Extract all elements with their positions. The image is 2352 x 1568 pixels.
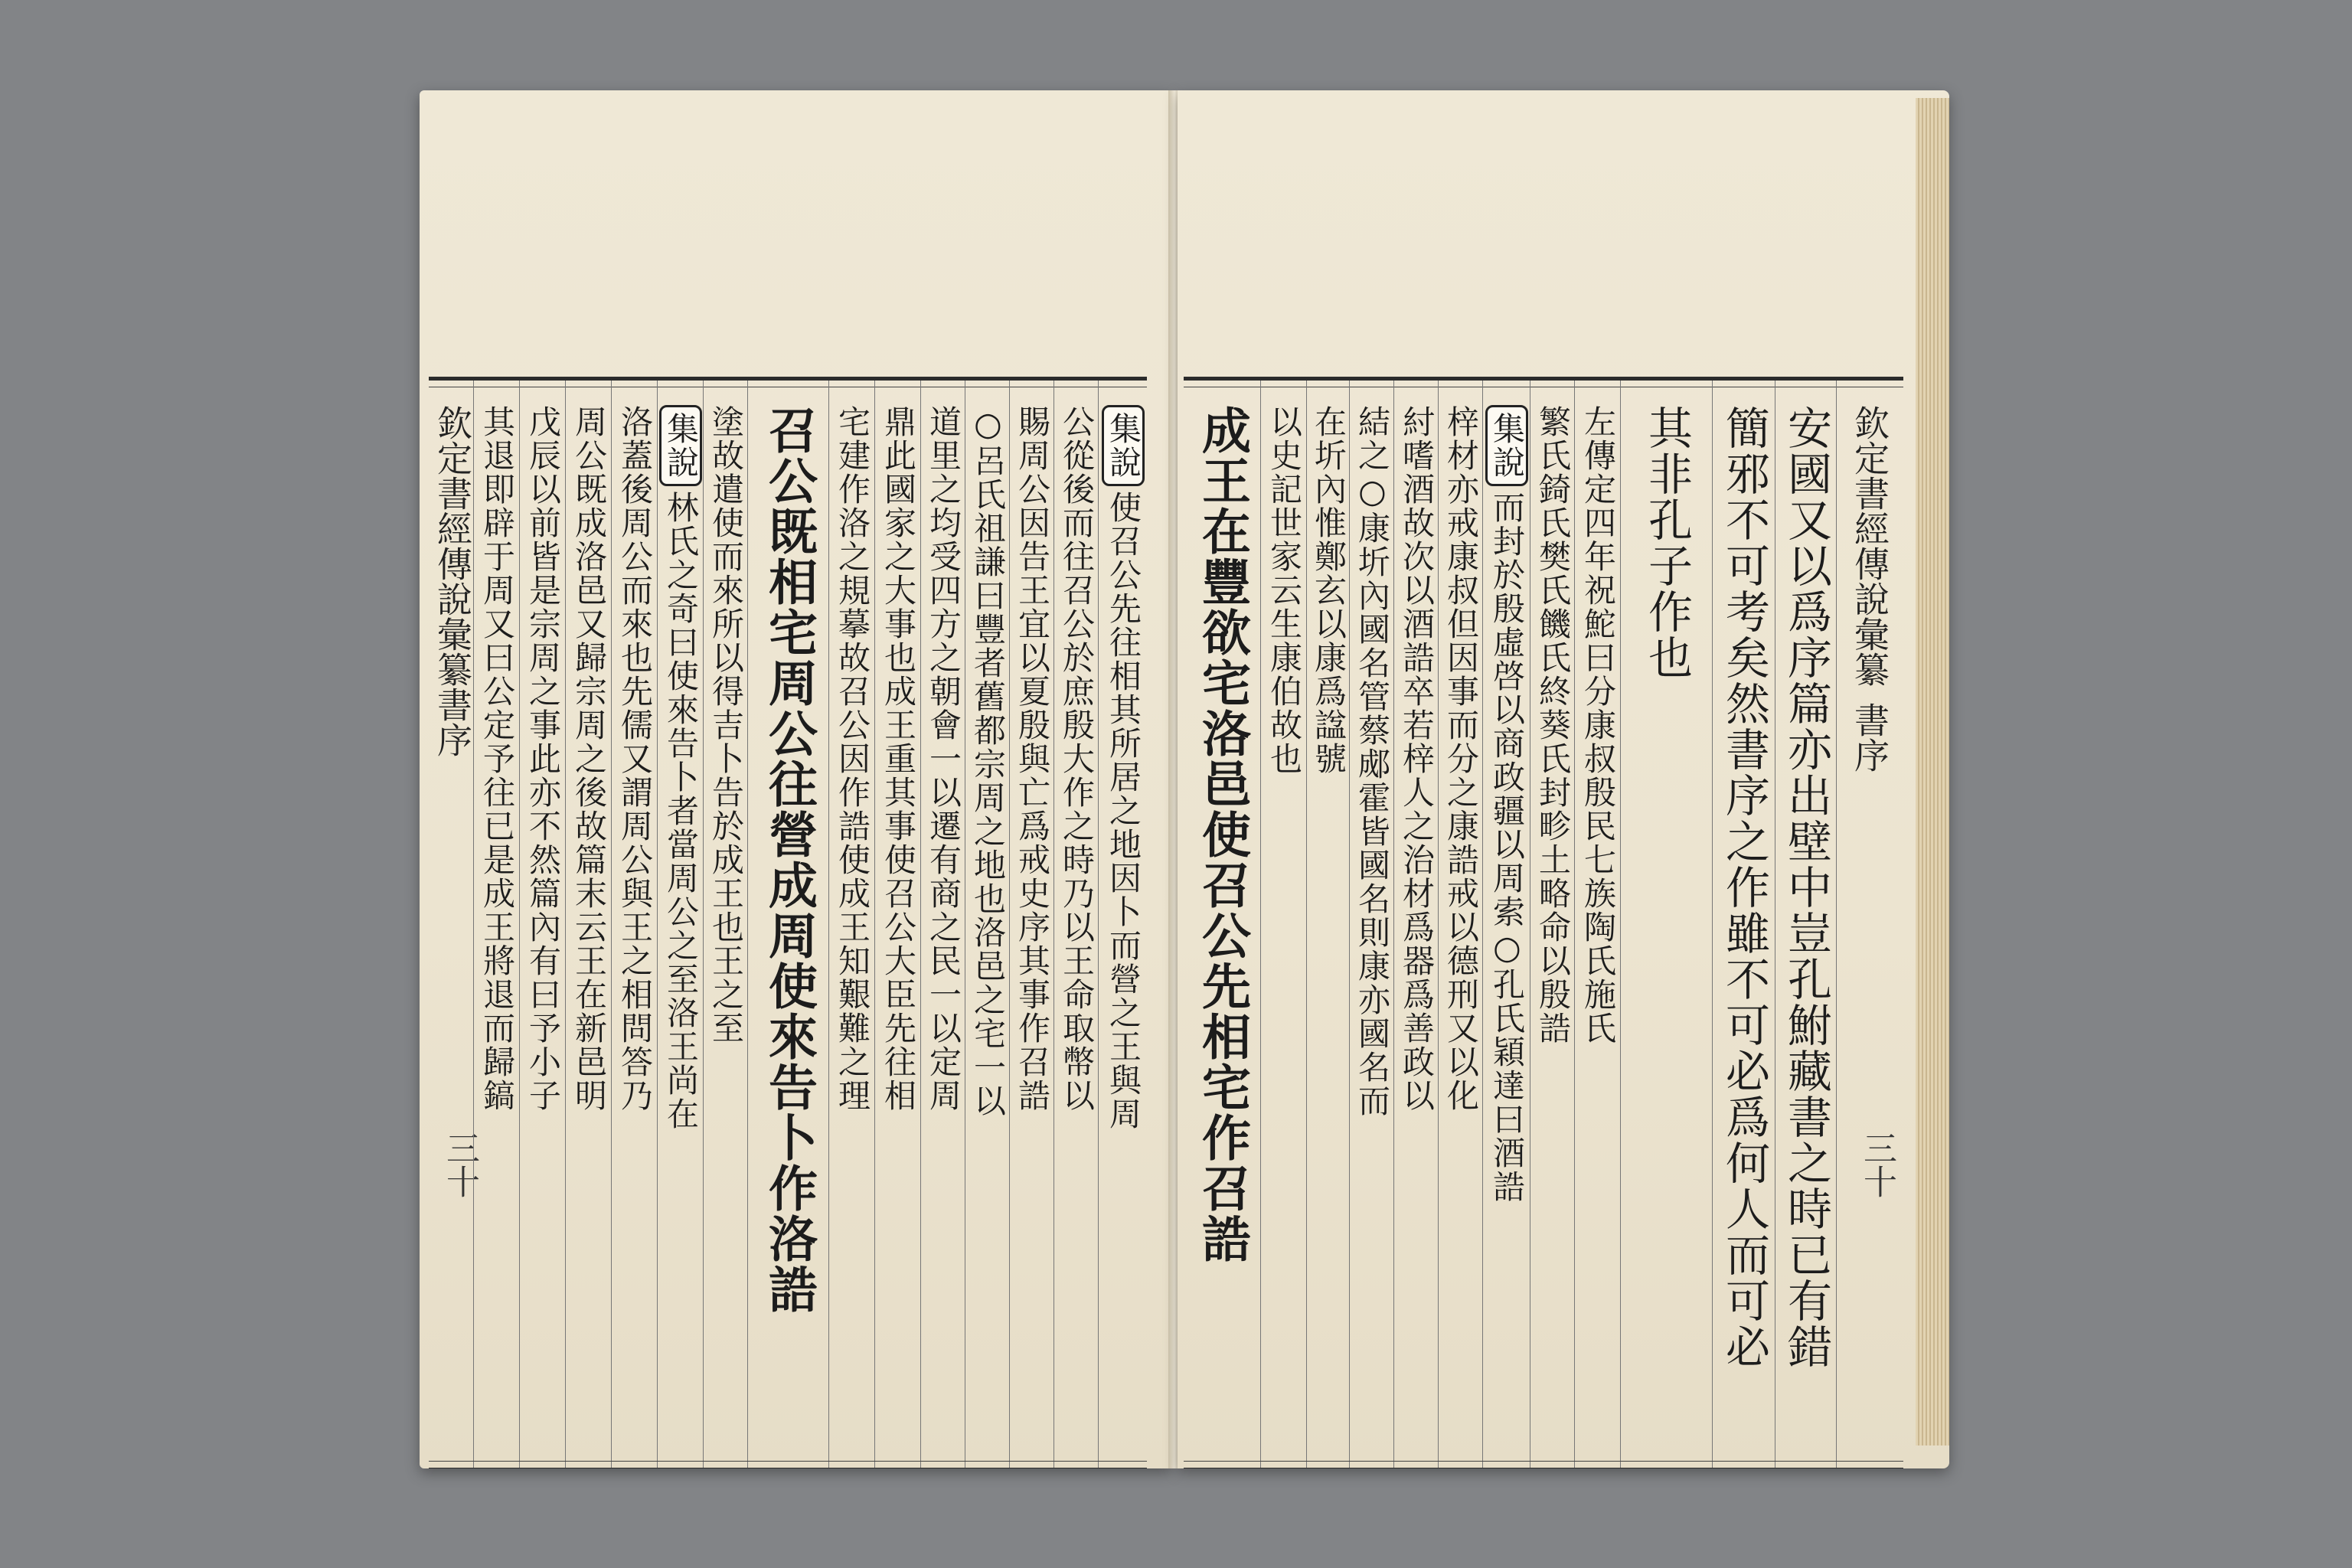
text-column-10	[1620, 381, 1713, 1468]
text-column-11	[965, 381, 1010, 1468]
text-column-13	[1054, 381, 1099, 1468]
right-page-text-frame	[1184, 377, 1903, 1468]
text-column-6	[1438, 381, 1483, 1468]
column-text: ○呂氏祖謙曰豐者舊都宗周之地也洛邑之宅一以	[969, 405, 1007, 1118]
column-text: 鼎此國家之大事也成王重其事使召公大臣先往相	[880, 405, 917, 1112]
column-text: 梓材亦戒康叔但因事而分之康誥戒以德刑又以化	[1442, 405, 1480, 1112]
column-text: 其退即辟于周又曰公定予往已是成王將退而歸鎬	[479, 405, 516, 1112]
text-column-9	[1574, 381, 1621, 1468]
column-text: 塗故遣使而來所以得吉卜告於成王也王之至	[707, 405, 745, 1045]
spine-title: 欽定書經傳說彙纂	[432, 405, 473, 687]
column-text: 戊辰以前皆是宗周之事此亦不然篇內有曰予小子	[524, 405, 562, 1112]
column-text: 使召公先往相其所居之地因卜而營之王與周	[1105, 491, 1142, 1131]
text-column-1	[473, 381, 520, 1468]
column-text: 周公既成洛邑又歸宗周之後故篇末云王在新邑明	[570, 405, 608, 1112]
text-column-6	[703, 381, 748, 1468]
heading-text: 成王在豐欲宅洛邑使召公先相宅作召誥	[1194, 405, 1251, 1264]
text-column-7	[1482, 381, 1530, 1468]
text-column-10	[920, 381, 965, 1468]
left-spine-column	[429, 381, 479, 1468]
text-column-12	[1775, 381, 1837, 1468]
right-page	[1178, 90, 1949, 1468]
jishuo-badge: 集說	[1102, 405, 1145, 486]
heading-text: 召公既相宅周公往營成周使來告卜作洛誥	[760, 405, 818, 1315]
jishuo-badge: 集說	[659, 405, 702, 486]
left-page-text-frame	[429, 377, 1147, 1468]
column-text: 以史記世家云生康伯故也	[1266, 405, 1303, 776]
text-column-8	[1530, 381, 1575, 1468]
text-column-14	[1098, 381, 1148, 1468]
heading-column	[747, 381, 829, 1468]
page-number: 三十	[440, 1131, 479, 1198]
text-column-5	[657, 381, 704, 1468]
column-text: 左傳定四年祝鮀曰分康叔殷民七族陶氏施氏	[1579, 405, 1617, 1045]
left-page	[420, 90, 1171, 1468]
column-text: 洛蓋後周公而來也先儒又謂周公與王之相問答乃	[616, 405, 654, 1112]
heading-column	[1184, 381, 1260, 1468]
column-text: 在圻內惟鄭玄以康爲諡號	[1310, 405, 1348, 776]
text-column-9	[874, 381, 921, 1468]
column-text: 結之○康圻內國名管蔡郕霍皆國名則康亦國名而	[1354, 405, 1391, 1118]
text-column-12	[1009, 381, 1054, 1468]
column-text: 公從後而往召公於庶殷大作之時乃以王命取幣以	[1058, 405, 1096, 1112]
text-column-4	[1349, 381, 1394, 1468]
text-column-11	[1712, 381, 1775, 1468]
open-book	[420, 90, 1949, 1468]
column-text: 道里之均受四方之朝會一以遷有商之民一以定周	[925, 405, 962, 1112]
text-column-2	[519, 381, 566, 1468]
jishuo-badge: 集說	[1485, 405, 1528, 486]
text-column-4	[611, 381, 658, 1468]
page-number: 三十	[1857, 1131, 1896, 1198]
column-text: 宅建作洛之規摹故召公因作誥使成王知艱難之理	[834, 405, 871, 1112]
column-text: 繁氏錡氏樊氏饑氏終葵氏封畛土略命以殷誥	[1534, 405, 1572, 1045]
text-column-5	[1393, 381, 1439, 1468]
text-column-3	[565, 381, 612, 1468]
column-text: 簡邪不可考矣然書序之作雖不可必爲何人而可必	[1718, 405, 1770, 1370]
section-label: 書序	[432, 687, 473, 757]
column-text: 其非孔子作也	[1641, 405, 1693, 681]
spine-title: 欽定書經傳說彙纂	[1849, 405, 1890, 687]
column-text: 紂嗜酒故次以酒誥卒若梓人之治材爲器爲善政以	[1398, 405, 1436, 1112]
column-text: 而封於殷虛啓以商政疆以周索○孔氏穎達曰酒誥	[1488, 491, 1526, 1204]
text-column-2	[1260, 381, 1307, 1468]
column-text: 賜周公因告王宜以夏殷與亡爲戒史序其事作召誥	[1014, 405, 1051, 1112]
text-column-8	[828, 381, 875, 1468]
column-text: 林氏之奇曰使來告卜者當周公之至洛王尚在	[662, 491, 700, 1131]
text-column-3	[1306, 381, 1350, 1468]
section-label: 書序	[1849, 702, 1890, 773]
right-spine-column	[1836, 381, 1904, 1468]
page-edges	[1916, 98, 1949, 1446]
column-text: 安國又以爲序篇亦出壁中豈孔鮒藏書之時已有錯	[1780, 405, 1832, 1370]
